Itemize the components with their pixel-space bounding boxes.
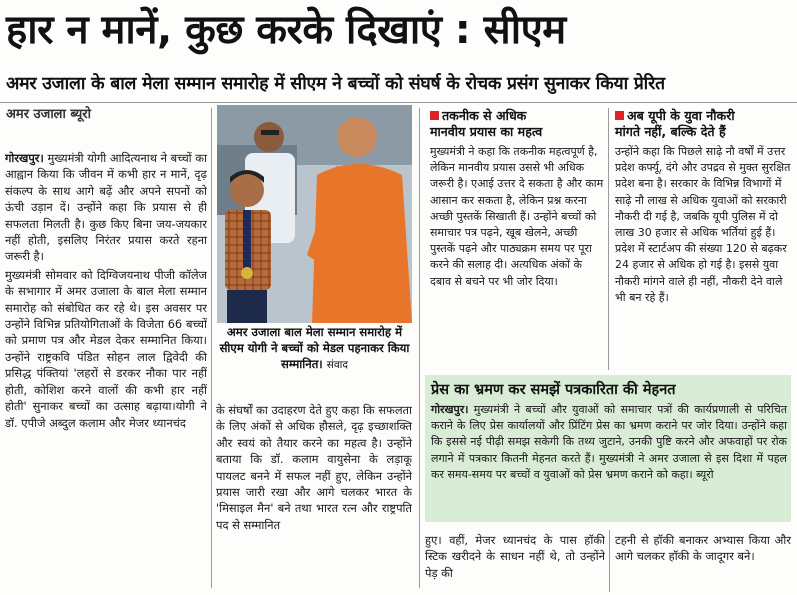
photo-illustration — [217, 105, 412, 323]
news-photo — [217, 105, 412, 323]
article-column-4 — [615, 532, 791, 592]
box1-heading — [430, 108, 605, 140]
byline: अमर उजाला ब्यूरो — [6, 107, 91, 122]
caption-text: अमर उजाला बाल मेला सम्मान समारोह में सीएम योगी ने बच्चों को मेडल पहनाकर किया सम्मानित। — [219, 325, 410, 371]
box1-heading-line1: तकनीक से अधिक — [442, 108, 527, 123]
article-column-1 — [5, 150, 207, 590]
box3-body — [431, 402, 787, 483]
column-divider — [608, 108, 609, 370]
press-visit-box — [425, 375, 791, 522]
box3-credit: ब्यूरो — [696, 467, 714, 481]
paragraph-2: मुख्यमंत्री सोमवार को दिग्विजयनाथ पीजी कॉलेज के सभागार में अमर उजाला के बाल मेला सम्मान समारोह को संबोधित कर रहे थे। इस अवसर पर उन्होंने विभिन्न प्रतियोगिताओं के विजेता 66 बच्चों को प्रमाण पत्र और मेडल देकर सम्मानित किया। उन्होंने राष्ट्रकवि पंडित सोहन लाल द्विवेदी की प्रसिद्ध पंक्तियां 'लहरों से डरकर नौका पार नहीं होती, कोशिश करने वालों की कभी हार नहीं होती' सुनाकर बच्चों का उत्साह बढ़ाया।योगी ने डॉ. एपीजे अब्दुल कलाम और मेजर ध्यानचंद — [5, 267, 207, 430]
article-column-2 — [216, 402, 412, 592]
box1-heading-line2: मानवीय प्रयास का महत्व — [430, 124, 543, 139]
paragraph-3: के संघर्षों का उदाहरण देते हुए कहा कि सफलता के लिए अंकों से अधिक हौसले, दृढ़ इच्छाशक्ति और स्वयं को तैयार करने का महत्व है। उन्होंने बताया कि डॉ. कलाम वायुसेना के लड़ाकू पायलट बनने में सफल नहीं हुए, लेकिन उन्होंने प्रयास जारी रखा और आगे चलकर भारत के 'मिसाइल मैन' बने तथा भारत रत्न और राष्ट्रपति पद से सम्मानित — [216, 403, 412, 532]
paragraph-5: टहनी से हॉकी बनाकर अभ्यास किया और आगे चलकर हॉकी के जादूगर बने। — [615, 533, 791, 564]
photo-caption — [217, 324, 412, 386]
dateline: गोरखपुर। — [5, 151, 44, 165]
paragraph-4: हुए। वहीं, मेजर ध्यानचंद के पास हॉकी स्टिक खरीदने के साधन नहीं थे, तो उन्होंने पेड़ की — [425, 533, 605, 580]
box3-heading: प्रेस का भ्रमण कर समझें पत्रकारिता की मेहनत — [431, 382, 676, 398]
box2-heading-line1: अब यूपी के युवा नौकरी — [627, 108, 735, 123]
box3-dateline: गोरखपुर। — [431, 403, 469, 416]
article-column-3 — [425, 532, 605, 592]
box1-body: मुख्यमंत्री ने कहा कि तकनीक महत्वपूर्ण है, लेकिन मानवीय प्रयास उससे भी अधिक जरूरी है। एआई उत्तर दे सकता है और काम आसान कर सकता है, लेकिन प्रश्न करना अच्छी पुस्तकें सिखाती हैं। उन्होंने बच्चों को समाचार पत्र पढ़ने, खूब खेलने, अच्छी पुस्तकें पढ़ने और पाठ्यक्रम समय पर पूरा करने की सलाह दी। अत्यधिक अंकों के दबाव से बचने पर भी जोर दिया। — [430, 145, 604, 288]
photo-credit: संवाद — [326, 359, 348, 371]
paragraph-1: मुख्यमंत्री योगी आदित्यनाथ ने बच्चों का आह्वान किया कि जीवन में कभी हार न मानें, दृढ़ संकल्प के साथ आगे बढ़ें और अपने सपनों को ऊंची उड़ान दें। उन्होंने कहा कि प्रयास से ही सफलता मिलती है। कुछ किए बिना जय-जयकार नहीं होती, इसलिए निरंतर प्रयास करते रहना जरूरी है। — [5, 151, 207, 264]
subheadline: अमर उजाला के बाल मेला सम्मान समारोह में सीएम ने बच्चों को संघर्ष के रोचक प्रसंग सुनाकर किया प्रेरित — [6, 74, 665, 94]
headline: हार न मानें, कुछ करके दिखाएं : सीएम — [6, 7, 566, 53]
red-square-bullet — [615, 111, 624, 120]
column-divider — [419, 108, 420, 588]
subheadline-rule — [0, 102, 797, 103]
box2-body: उन्होंने कहा कि पिछले साढ़े नौ वर्षों में उत्तर प्रदेश कर्फ्यू, दंगे और उपद्रव से मुक्त सुरक्षित प्रदेश बना है। सरकार के विभिन्न विभागों में साढ़े नौ लाख से अधिक युवाओं को सरकारी नौकरी दी गई है, जबकि यूपी पुलिस में दो लाख 30 हजार से अधिक भर्तियां हुई हैं। प्रदेश में स्टार्टअप की संख्या 120 से बढ़कर 24 हजार से अधिक हो गई है। इससे युवा नौकरी मांगने वाले ही नहीं, नौकरी देने वाले भी बन रहे हैं। — [615, 145, 791, 304]
red-square-bullet — [430, 111, 439, 120]
column-divider — [609, 530, 610, 592]
box2-heading — [615, 108, 793, 140]
box2-heading-line2: मांगते नहीं, बल्कि देते हैं — [615, 124, 726, 139]
box3-text: मुख्यमंत्री ने बच्चों और युवाओं को समाचार पत्रों की कार्यप्रणाली से परिचित कराने के लिए प्रेस कार्यालयों और प्रिंटिंग प्रेस का भ्रमण कराने पर जोर दिया। उन्होंने कहा कि इससे नई पीढ़ी समझ सकेगी कि तथ्य जुटाने, उनकी पुष्टि करने और अफवाहों पर रोक लगाने में पत्रकार कितनी मेहनत करते हैं। मुख्यमंत्री ने अमर उजाला से इस दिशा में पहल कर समय-समय पर बच्चों व युवाओं को प्रेस भ्रमण कराने को कहा। — [431, 403, 788, 481]
column-divider — [211, 108, 212, 588]
